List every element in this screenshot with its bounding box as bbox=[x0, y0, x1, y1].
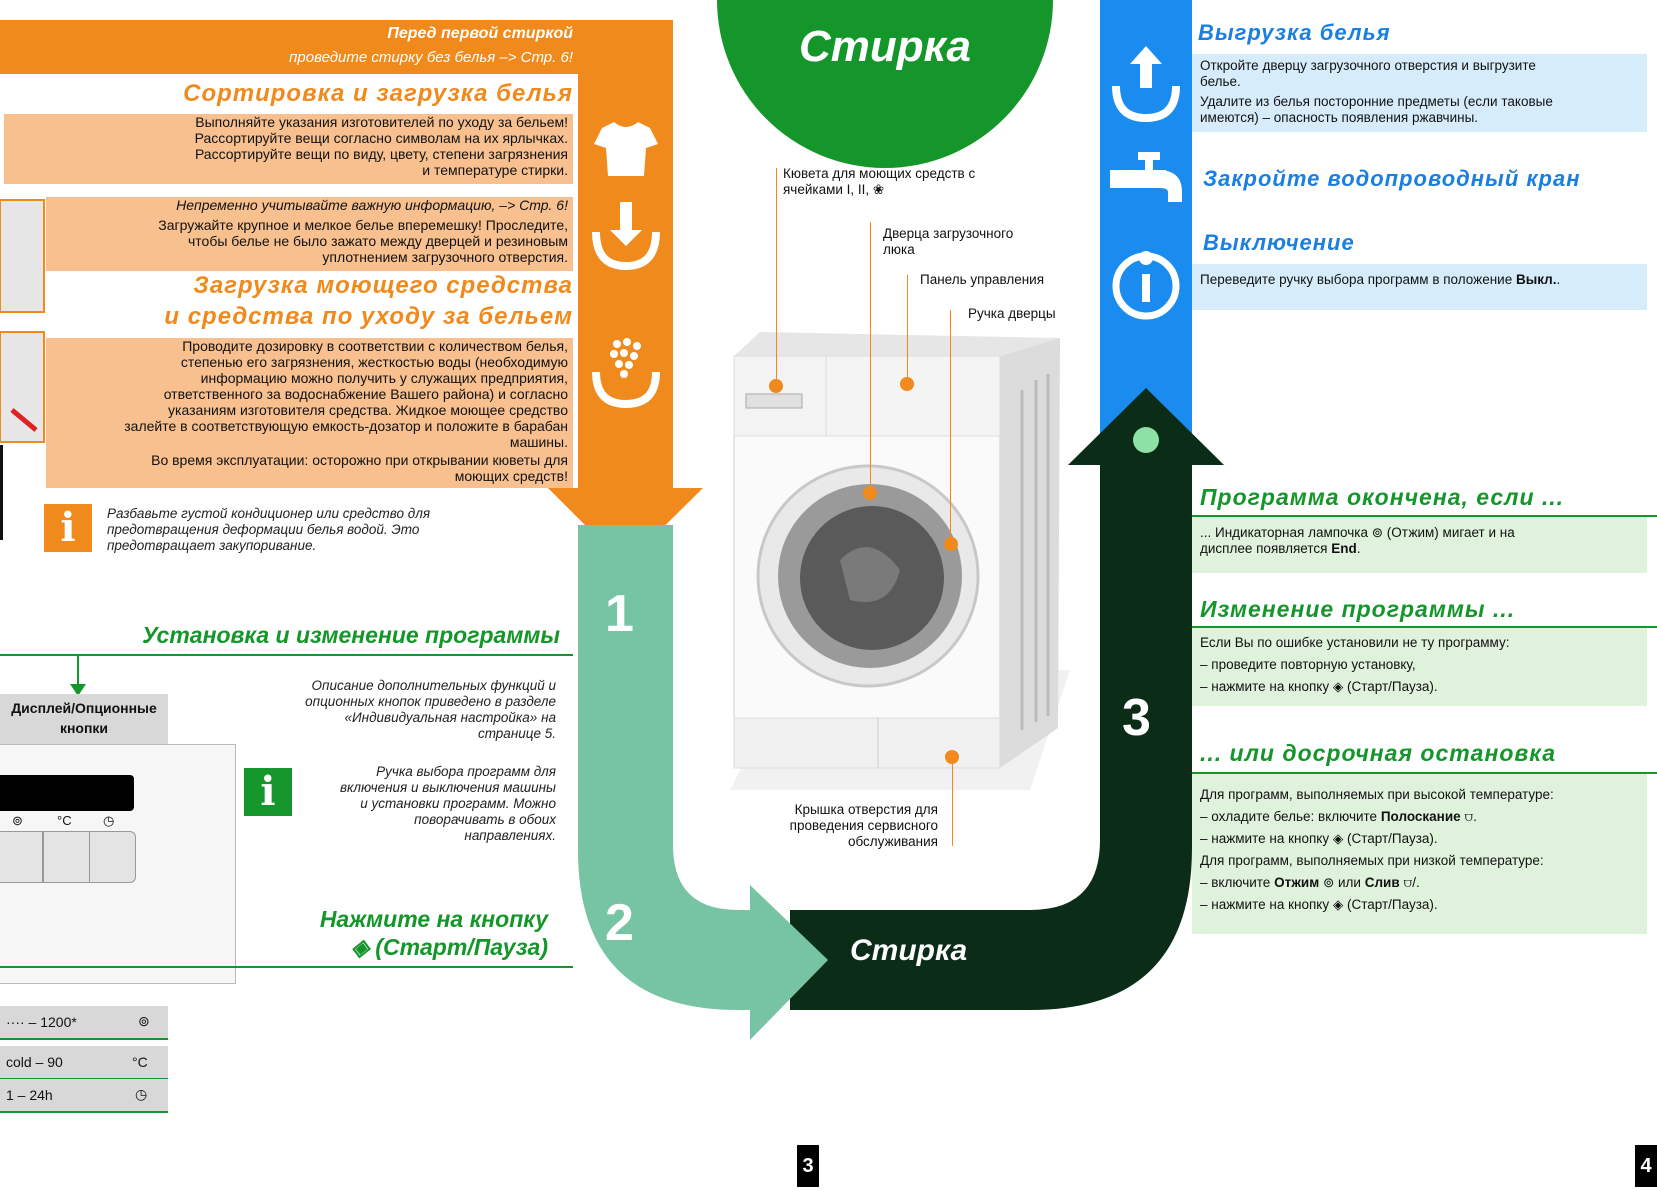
detergent-line: степенью его загрязнения, жесткостью воды (необходимую bbox=[180, 354, 568, 370]
stop-text bbox=[1192, 774, 1647, 934]
arrow-dot bbox=[1133, 427, 1159, 453]
sorting-line: Рассортируйте вещи по виду, цвету, степени загрязнения bbox=[194, 146, 568, 162]
spin-label: Отжим bbox=[1274, 875, 1320, 890]
tip-line: Разбавьте густой кондиционер или средство для bbox=[107, 506, 431, 521]
control-panel bbox=[0, 744, 236, 984]
tip-line: предотвращает закупоривание. bbox=[107, 538, 317, 553]
tip-line: и установки программ. Можно bbox=[360, 796, 556, 811]
sorting-line: Рассортируйте вещи согласно символам на их ярлычках. bbox=[194, 130, 568, 146]
selector-tip bbox=[296, 764, 556, 844]
stop-line: – охладите белье: включите bbox=[1200, 809, 1381, 824]
power-off-icon bbox=[1116, 251, 1176, 316]
arrow-label: Стирка bbox=[850, 934, 968, 967]
desc-line: «Индивидуальная настройка» на bbox=[344, 710, 556, 725]
off-text bbox=[1192, 264, 1647, 310]
spin-icon: ⊚ bbox=[138, 1013, 150, 1029]
desc-line: Описание дополнительных функций и bbox=[311, 678, 556, 693]
table-row bbox=[0, 1046, 168, 1080]
service-label-line: обслуживания bbox=[847, 834, 938, 849]
banner-subtitle: проведите стирку без белья –> Стр. 6! bbox=[289, 49, 573, 66]
off-heading: Выключение bbox=[1203, 230, 1355, 255]
dark-arrow-head bbox=[1068, 388, 1224, 465]
load-line: Загружайте крупное и мелкое белье вперемешку! Проследите, bbox=[158, 217, 568, 233]
drain-symbol: ⩌/. bbox=[1399, 875, 1420, 890]
banner-title: Перед первой стиркой bbox=[387, 25, 573, 42]
change-text bbox=[1192, 628, 1647, 706]
detergent-line: информацию можно получить у служащих предприятия, bbox=[200, 370, 568, 386]
unload-line: имеются) – опасность появления ржавчины. bbox=[1200, 110, 1479, 125]
drawer-label-line: ячейками I, II, ❀ bbox=[783, 182, 885, 197]
service-label-line: проведения сервисного bbox=[789, 818, 938, 833]
spin-button[interactable] bbox=[0, 831, 43, 883]
change-heading: Изменение программы ... bbox=[1200, 596, 1516, 622]
display-label-line: Дисплей/Опционные bbox=[11, 700, 157, 716]
service-label bbox=[740, 802, 938, 850]
table-row bbox=[0, 1006, 168, 1040]
detergent-icon bbox=[596, 338, 656, 404]
page-number-right: 4 bbox=[1635, 1145, 1657, 1187]
option-range: cold – 90 bbox=[6, 1054, 63, 1070]
tip-line: предотвращения деформации белья водой. Это bbox=[107, 522, 420, 537]
finished-line: ... Индикаторная лампочка ⊚ (Отжим) мигает и на bbox=[1200, 525, 1515, 540]
door-label-line: Дверца загрузочного bbox=[883, 226, 1014, 241]
stop-line: – включите bbox=[1200, 875, 1275, 890]
info-icon: i bbox=[244, 768, 292, 816]
tip-line: направлениях. bbox=[464, 828, 556, 843]
option-range: 1 – 24h bbox=[6, 1087, 53, 1103]
load-arrow-icon bbox=[596, 202, 656, 266]
display-label bbox=[0, 694, 168, 744]
off-text-main: Переведите ручку выбора программ в положение bbox=[1200, 272, 1516, 287]
step-3-number: 3 bbox=[1122, 689, 1151, 747]
table-row bbox=[0, 1079, 168, 1113]
door-label bbox=[883, 226, 1013, 258]
load-text bbox=[46, 197, 573, 271]
start-line: ◈ (Старт/Пауза) bbox=[351, 934, 548, 960]
stop-heading: ... или досрочная остановка bbox=[1200, 740, 1557, 766]
drawer-label-line: Кювета для моющих средств с bbox=[783, 166, 976, 181]
temp-symbol: °C bbox=[57, 813, 72, 828]
display-label-line: кнопки bbox=[59, 720, 109, 736]
sorting-line: и температуре стирки. bbox=[422, 162, 568, 178]
off-text-end: . bbox=[1556, 272, 1561, 287]
detergent-text bbox=[46, 338, 573, 488]
step-2-number: 2 bbox=[605, 894, 634, 952]
detergent-line: машины. bbox=[509, 434, 568, 450]
service-label-line: Крышка отверстия для bbox=[794, 802, 938, 817]
page-number-left: 3 bbox=[797, 1145, 819, 1187]
page-title: Стирка bbox=[799, 22, 971, 71]
sorting-text bbox=[4, 114, 573, 184]
rinse-label: Полоскание bbox=[1380, 809, 1461, 824]
load-line: чтобы белье не было зажато между дверцей и резиновым bbox=[187, 233, 568, 249]
panel-label: Панель управления bbox=[920, 272, 1045, 287]
load-line: уплотнением загрузочного отверстия. bbox=[322, 249, 568, 265]
finish-icons bbox=[1108, 40, 1184, 330]
callout-dot bbox=[863, 486, 877, 500]
detergent-heading-1: Загрузка моющего средства bbox=[193, 272, 573, 299]
stop-line: – нажмите на кнопку ◈ (Старт/Пауза). bbox=[1200, 831, 1438, 846]
info-icon: i bbox=[44, 504, 92, 552]
change-line: Если Вы по ошибке установили не ту программу: bbox=[1200, 635, 1510, 650]
start-heading bbox=[240, 905, 548, 961]
rinse-symbol: ⩌. bbox=[1460, 809, 1477, 824]
drawer-label bbox=[783, 166, 975, 198]
time-symbol: ◷ bbox=[103, 813, 115, 828]
tap-heading: Закройте водопроводный кран bbox=[1203, 166, 1581, 191]
options-description bbox=[240, 678, 556, 742]
tip-line: Ручка выбора программ для bbox=[376, 764, 556, 779]
option-range: ···· – 1200* bbox=[6, 1014, 77, 1030]
warning-line: Во время эксплуатации: осторожно при открывании кюветы для bbox=[151, 452, 568, 468]
spin-symbol: ⊚ bbox=[12, 813, 23, 828]
detergent-heading-2: и средства по уходу за бельем bbox=[164, 303, 573, 330]
step-1-number: 1 bbox=[605, 585, 634, 643]
change-line: – проведите повторную установку, bbox=[1200, 657, 1416, 672]
tip-line: поворачивать в обоих bbox=[414, 812, 556, 827]
change-line: – нажмите на кнопку ◈ (Старт/Пауза). bbox=[1200, 679, 1438, 694]
door-label-line: люка bbox=[883, 242, 915, 257]
unload-heading: Выгрузка белья bbox=[1198, 20, 1391, 45]
washing-machine bbox=[700, 330, 1070, 800]
finished-text bbox=[1192, 517, 1647, 573]
unload-text bbox=[1192, 54, 1647, 132]
water-tap-icon bbox=[1110, 152, 1182, 202]
detergent-line: ответственного за водоснабжение Вашего района) и согласно bbox=[163, 386, 568, 402]
end-label: End bbox=[1331, 541, 1357, 556]
step-icons bbox=[590, 118, 662, 418]
program-rule bbox=[0, 654, 573, 656]
unload-arrow-icon bbox=[1116, 46, 1176, 118]
detergent-line: Проводите дозировку в соответствии с количеством белья, bbox=[182, 338, 568, 354]
finished-heading: Программа окончена, если ... bbox=[1200, 484, 1565, 510]
callout-dot bbox=[900, 377, 914, 391]
tip-line: включения и выключения машины bbox=[340, 780, 556, 795]
off-text-bold: Выкл. bbox=[1515, 272, 1557, 287]
drain-label: Слив bbox=[1364, 875, 1400, 890]
desc-line: странице 5. bbox=[477, 726, 556, 741]
callout-dot bbox=[944, 537, 958, 551]
warning-line: моющих средств! bbox=[454, 468, 568, 484]
stop-line: Для программ, выполняемых при высокой температуре: bbox=[1200, 787, 1554, 802]
first-wash-banner bbox=[0, 20, 578, 74]
stop-line: Для программ, выполняемых при низкой температуре: bbox=[1200, 853, 1544, 868]
teal-arrow-head bbox=[750, 885, 828, 1040]
stop-line: – нажмите на кнопку ◈ (Старт/Пауза). bbox=[1200, 897, 1438, 912]
start-rule bbox=[0, 966, 573, 968]
finish-time-button[interactable] bbox=[89, 831, 136, 883]
callout-dot bbox=[945, 750, 959, 764]
sorting-line: Выполняйте указания изготовителей по уходу за бельем! bbox=[195, 114, 568, 130]
display-screen bbox=[0, 775, 134, 811]
detergent-line: залейте в соответствующую емкость-дозатор и положите в барабан bbox=[124, 418, 568, 434]
sorting-heading: Сортировка и загрузка белья bbox=[183, 80, 573, 107]
tip-dilute bbox=[107, 506, 507, 554]
unload-line: белье. bbox=[1200, 74, 1241, 89]
important-note: Непременно учитывайте важную информацию, –> Стр. 6! bbox=[176, 197, 568, 213]
clock-icon: ◷ bbox=[135, 1086, 148, 1102]
shirt-icon bbox=[594, 122, 658, 176]
detergent-line: указаниям изготовителя средства. Жидкое моющее средство bbox=[168, 402, 568, 418]
unload-line: Удалите из белья посторонние предметы (если таковые bbox=[1200, 94, 1553, 109]
temperature-icon: °C bbox=[132, 1054, 148, 1070]
temperature-button[interactable] bbox=[43, 831, 90, 883]
program-heading: Установка и изменение программы bbox=[142, 622, 560, 648]
finished-line-end: . bbox=[1356, 541, 1361, 556]
handle-label: Ручка дверцы bbox=[968, 306, 1056, 321]
callout-dot bbox=[769, 379, 783, 393]
desc-line: опционных кнопок приведено в разделе bbox=[305, 694, 556, 709]
start-line: Нажмите на кнопку bbox=[319, 906, 548, 932]
spin-or: ⊚ или bbox=[1319, 875, 1365, 890]
finished-line: дисплее появляется bbox=[1200, 541, 1332, 556]
unload-line: Откройте дверцу загрузочного отверстия и выгрузите bbox=[1200, 58, 1536, 73]
